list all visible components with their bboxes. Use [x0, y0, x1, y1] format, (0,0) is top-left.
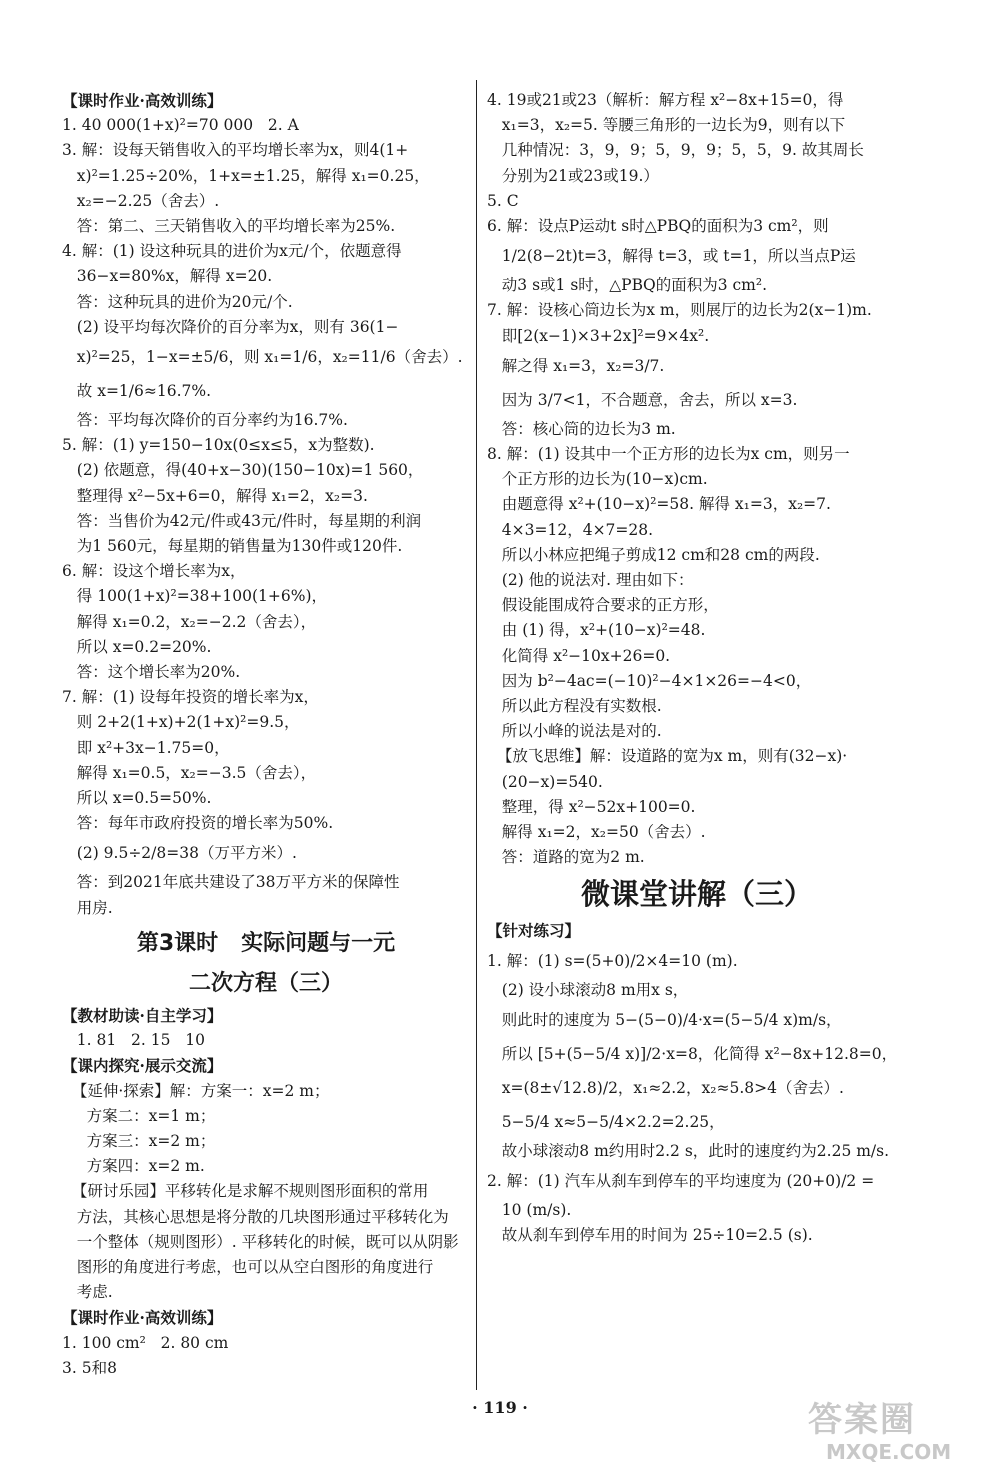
answer-line: 【延伸·探索】解：方案一：x=2 m；: [62, 1081, 330, 1100]
answer-line: 方案四：x=2 m.: [62, 1157, 205, 1176]
answer-line: (2) 设平均每次降价的百分率为x，则有 36(1−: [62, 317, 399, 336]
answer-line: 故小球滚动8 m约用时2.2 s，此时的速度约为2.25 m/s.: [487, 1141, 890, 1160]
answer-line: 答：第二、三天销售收入的平均增长率为25%.: [62, 217, 396, 236]
section-label: 【课内探究·展示交流】: [62, 1056, 223, 1076]
answer-line: (2) 他的说法对. 理由如下：: [487, 571, 694, 590]
answer-line: 即 x²+3x−1.75=0，: [62, 738, 230, 757]
answer-line: 6. 解：设这个增长率为x，: [62, 562, 246, 581]
answer-line: x=(8±√12.8)/2，x₁≈2.2，x₂≈5.8>4（舍去）.: [487, 1078, 844, 1097]
section-label: 【课时作业·高效训练】: [62, 91, 223, 110]
section-label: 【教材助读·自主学习】: [62, 1005, 223, 1025]
answer-line: 个正方形的边长为(10−x)cm.: [487, 470, 708, 489]
answer-line: 1/2(8−2t)t=3，解得 t=3，或 t=1，所以当点P运: [487, 247, 856, 266]
answer-line: 故从刹车到停车用的时间为 25÷10=2.5 (s).: [487, 1226, 813, 1245]
answer-line: (2) 9.5÷2/8=38（万平方米）.: [62, 844, 297, 863]
answer-line: 5. C: [487, 191, 519, 210]
answer-line: 整理，得 x²−52x+100=0.: [487, 797, 696, 816]
answer-line: 考虑.: [62, 1283, 113, 1302]
answer-line: 1. 100 cm² 2. 80 cm: [62, 1333, 229, 1352]
section-label: 【课时作业·高效训练】: [62, 1308, 223, 1328]
answer-line: x)²=1.25÷20%，1+x=±1.25，解得 x₁=0.25，: [62, 166, 430, 185]
answer-line: 6. 解：设点P运动t s时△PBQ的面积为3 cm²，则: [487, 217, 829, 236]
answer-line: 则 2+2(1+x)+2(1+x)²=9.5，: [62, 713, 300, 732]
answer-line: 答：当售价为42元/件或43元/件时，每星期的利润: [62, 511, 422, 530]
answer-line: 4. 解：(1) 设这种玩具的进价为x元/个，依题意得: [62, 242, 402, 261]
answer-line: 【研讨乐园】平移转化是求解不规则图形面积的常用: [62, 1182, 429, 1201]
answer-line: x₁=3，x₂=5. 等腰三角形的一边长为9，则有以下: [487, 116, 846, 135]
section-label: 【针对练习】: [487, 921, 581, 941]
answer-line: 8. 解：(1) 设其中一个正方形的边长为x cm，则另一: [487, 445, 850, 464]
answer-line: 解之得 x₁=3，x₂=3/7.: [487, 356, 665, 375]
answer-line: 分别为21或23或19.）: [487, 166, 659, 185]
answer-line: 故 x=1/6≈16.7%.: [62, 382, 212, 401]
answer-line: (20−x)=540.: [487, 772, 603, 791]
answer-line: 所以 [5+(5−5/4 x)]/2·x=8，化简得 x²−8x+12.8=0，: [487, 1044, 898, 1063]
answer-line: (2) 依题意，得(40+x−30)(150−10x)=1 560，: [62, 461, 424, 480]
answer-line: 4×3=12，4×7=28.: [487, 520, 654, 539]
answer-line: 一个整体（规则图形）. 平移转化的时候，既可以从阴影: [62, 1232, 459, 1251]
answer-line: 解得 x₁=2，x₂=50（舍去）.: [487, 823, 706, 842]
watermark-logo: [808, 1400, 988, 1472]
answer-line: 方法，其核心思想是将分散的几块图形通过平移转化为: [62, 1207, 449, 1226]
answer-line: 动3 s或1 s时，△PBQ的面积为3 cm².: [487, 276, 768, 295]
answer-line: 答：这个增长率为20%.: [62, 663, 241, 682]
answer-line: 整理得 x²−5x+6=0，解得 x₁=2，x₂=3.: [62, 486, 368, 505]
section-title: 微课堂讲解（三）: [580, 877, 813, 912]
answer-line: 为1 560元，每星期的销售量为130件或120件.: [62, 537, 403, 556]
answer-line: 得 100(1+x)²=38+100(1+6%)，: [62, 587, 328, 606]
answer-line: 由 (1) 得，x²+(10−x)²=48.: [487, 621, 706, 640]
answer-line: 【放飞思维】解：设道路的宽为x m，则有(32−x)·: [487, 747, 848, 766]
answer-line: 1. 解：(1) s=(5+0)/2×4=10 (m).: [487, 951, 738, 970]
answer-line: 假设能围成符合要求的正方形，: [487, 596, 719, 615]
answer-line: 几种情况：3，9，9；5，9，9；5，5，9. 故其周长: [487, 141, 864, 160]
left-column: [62, 88, 470, 1381]
section-heading: 第3课时 实际问题与一元: [136, 930, 396, 956]
answer-line: 图形的角度进行考虑，也可以从空白图形的角度进行: [62, 1257, 434, 1276]
answer-line: 方案三：x=2 m；: [62, 1131, 216, 1150]
answer-line: 7. 解：(1) 设每年投资的增长率为x，: [62, 688, 319, 707]
answer-line: 用房.: [62, 898, 113, 917]
watermark-logo-text: 答案圈: [808, 1400, 916, 1440]
answer-line: 答：这种玩具的进价为20元/个.: [62, 292, 293, 311]
answer-line: 即[2(x−1)×3+2x]²=9×4x².: [487, 326, 710, 345]
answer-line: 3. 5和8: [62, 1358, 117, 1377]
column-divider: [476, 80, 477, 1390]
answer-line: 答：平均每次降价的百分率约为16.7%.: [62, 411, 348, 430]
page-number: · 119 ·: [472, 1398, 528, 1417]
answer-line: 5−5/4 x≈5−5/4×2.2=2.25，: [487, 1112, 725, 1131]
answer-line: 方案二：x=1 m；: [62, 1106, 216, 1125]
answer-line: 所以 x=0.5=50%.: [62, 789, 212, 808]
answer-line: 因为 b²−4ac=(−10)²−4×1×26=−4<0，: [487, 671, 812, 690]
answer-line: 答：到2021年底共建设了38万平方米的保障性: [62, 873, 400, 892]
answer-line: 则此时的速度为 5−(5−0)/4·x=(5−5/4 x)m/s，: [487, 1010, 842, 1029]
answer-line: 5. 解：(1) y=150−10x(0≤x≤5，x为整数).: [62, 436, 375, 455]
answer-line: 4. 19或21或23（解析：解方程 x²−8x+15=0，得: [487, 91, 844, 109]
answer-line: 36−x=80%x，解得 x=20.: [62, 267, 273, 286]
answer-line: x₂=−2.25（舍去）.: [62, 191, 220, 210]
answer-line: 解得 x₁=0.2，x₂=−2.2（舍去），: [62, 612, 317, 631]
answer-line: 1. 81 2. 15 10: [62, 1031, 205, 1050]
answer-line: 答：核心筒的边长为3 m.: [487, 419, 676, 438]
answer-line: 所以此方程没有实数根.: [487, 697, 662, 716]
answer-line: 解得 x₁=0.5，x₂=−3.5（舍去），: [62, 763, 317, 782]
answer-line: 2. 解：(1) 汽车从刹车到停车的平均速度为 (20+0)/2 =: [487, 1172, 875, 1191]
answer-line: 所以 x=0.2=20%.: [62, 637, 212, 656]
watermark-url: MXQE.COM: [826, 1440, 952, 1464]
answer-line: 1. 40 000(1+x)²=70 000 2. A: [62, 116, 299, 135]
answer-line: 化简得 x²−10x+26=0.: [487, 646, 671, 665]
answer-line: 7. 解：设核心筒边长为x m，则展厅的边长为2(x−1)m.: [487, 301, 872, 320]
answer-line: 由题意得 x²+(10−x)²=58. 解得 x₁=3，x₂=7.: [487, 495, 831, 514]
answer-line: 3. 解：设每天销售收入的平均增长率为x，则4(1+: [62, 141, 409, 160]
section-heading: 二次方程（三）: [188, 970, 343, 996]
answer-line: 答：每年市政府投资的增长率为50%.: [62, 814, 334, 833]
answer-line: (2) 设小球滚动8 m用x s，: [487, 980, 689, 999]
answer-line: 所以小林应把绳子剪成12 cm和28 cm的两段.: [487, 545, 820, 564]
right-column: [487, 88, 907, 1249]
answer-line: 答：道路的宽为2 m.: [487, 848, 645, 867]
answer-line: 所以小峰的说法是对的.: [487, 722, 662, 741]
answer-line: 因为 3/7<1，不合题意，舍去，所以 x=3.: [487, 390, 798, 409]
answer-line: 10 (m/s).: [487, 1201, 572, 1220]
answer-line: x)²=25，1−x=±5/6，则 x₁=1/6，x₂=11/6（舍去）.: [62, 348, 463, 367]
